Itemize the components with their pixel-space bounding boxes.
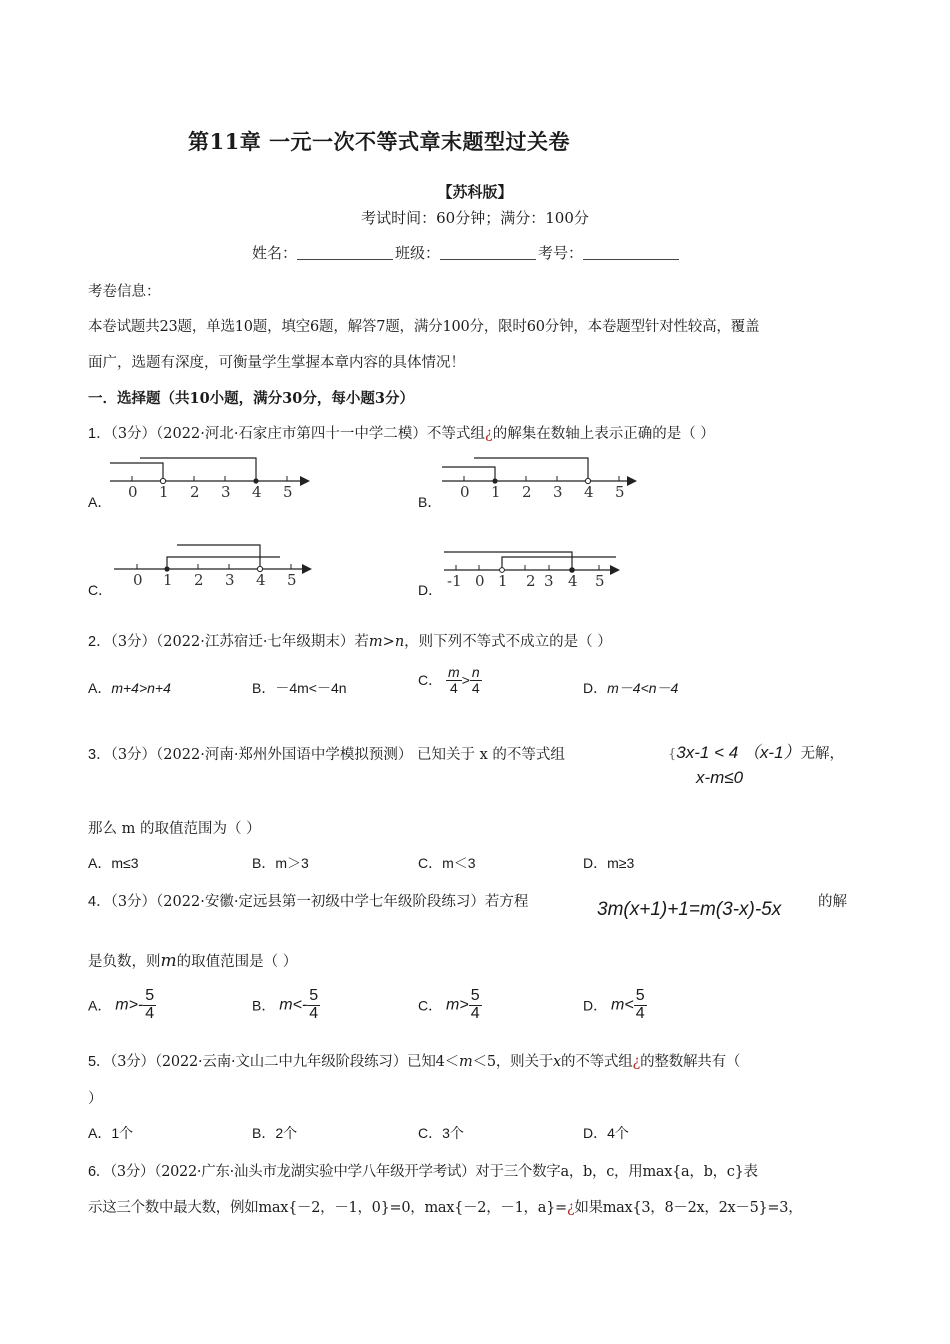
svg-text:2: 2 bbox=[194, 571, 204, 589]
name-label: 姓名： bbox=[252, 244, 298, 262]
info-heading: 考卷信息： bbox=[88, 284, 161, 300]
q1-option-b-label[interactable]: B． bbox=[418, 494, 442, 510]
q1-option-d-label[interactable]: D． bbox=[418, 582, 443, 598]
q2-option-d[interactable]: D．m－4<n－4 bbox=[583, 680, 679, 696]
q3-option-d[interactable]: D．m≥3 bbox=[583, 855, 635, 871]
q1-option-c-number-line[interactable] bbox=[114, 540, 314, 590]
section-heading: 一．选择题（共10小题，满分30分，每小题3分） bbox=[88, 390, 414, 407]
svg-text:3: 3 bbox=[544, 572, 554, 590]
svg-text:0: 0 bbox=[460, 483, 470, 501]
q4-option-c[interactable]: C． m> $\frac{5}{4}$ bbox=[418, 987, 480, 1022]
q1-option-a-label[interactable]: A． bbox=[88, 494, 112, 510]
question-4: 4．（3分）（2022·安徽·定远县第一初级中学七年级阶段练习）若方程 bbox=[88, 894, 529, 910]
q3-option-a[interactable]: A．m≤3 bbox=[88, 855, 139, 871]
question-6: 6．（3分）（2022·广东·汕头市龙湖实验中学八年级开学考试）对于三个数字a，b，c，用max{a，b，c}表 bbox=[88, 1164, 758, 1180]
class-label: 班级： bbox=[395, 244, 441, 262]
q1-option-a-number-line[interactable] bbox=[110, 452, 310, 502]
svg-text:3: 3 bbox=[225, 571, 235, 589]
q4-option-d[interactable]: D． m< $\frac{5}{4}$ bbox=[583, 987, 645, 1022]
q5-option-d[interactable]: D．4个 bbox=[583, 1125, 629, 1141]
svg-text:3: 3 bbox=[553, 483, 563, 501]
svg-text:4: 4 bbox=[568, 572, 578, 590]
q3-inequality-system: {3x-1 < 4 （x-1）无解， bbox=[668, 743, 845, 762]
svg-text:1: 1 bbox=[159, 483, 169, 501]
q3-option-b[interactable]: B．m＞3 bbox=[252, 855, 309, 871]
svg-text:5: 5 bbox=[287, 571, 297, 589]
q5-option-c[interactable]: C．3个 bbox=[418, 1125, 464, 1141]
name-field[interactable] bbox=[297, 245, 393, 260]
exam-time-info: 考试时间：60分钟；满分：100分 bbox=[361, 209, 589, 227]
question-6-cont: 示这三个数中最大数，例如max{－2，－1，0}=0，max{－2，－1，a}=¿如果max{3，8－2x，2x－5}=3， bbox=[88, 1200, 803, 1216]
q3-option-c[interactable]: C．m＜3 bbox=[418, 855, 476, 871]
document-title: 第11章 一元一次不等式章末题型过关卷 bbox=[188, 129, 571, 154]
svg-text:-1: -1 bbox=[447, 572, 462, 590]
svg-text:1: 1 bbox=[498, 572, 508, 590]
id-field[interactable] bbox=[583, 245, 679, 260]
q1-option-d-number-line[interactable] bbox=[444, 545, 624, 590]
svg-text:4: 4 bbox=[584, 483, 594, 501]
q2-option-b[interactable]: B．－4m<－4n bbox=[252, 680, 347, 696]
q2-option-c[interactable]: C． $\frac{m}{4}$ > $\frac{n}{4}$ bbox=[418, 664, 480, 696]
id-label: 考号： bbox=[538, 244, 584, 262]
class-field[interactable] bbox=[440, 245, 536, 260]
question-5: 5．（3分）（2022·云南·文山二中九年级阶段练习）已知4＜m＜5，则关于x的不等式组¿的整数解共有（ bbox=[88, 1054, 741, 1070]
q4-equation: 3m(x+1)+1=m(3-x)-5x bbox=[597, 899, 782, 920]
svg-text:3: 3 bbox=[221, 483, 231, 501]
svg-text:0: 0 bbox=[475, 572, 485, 590]
q5-option-b[interactable]: B．2个 bbox=[252, 1125, 298, 1141]
question-3: 3．（3分）（2022·河南·郑州外国语中学模拟预测） 已知关于 x 的不等式组 bbox=[88, 747, 565, 763]
svg-text:4: 4 bbox=[252, 483, 262, 501]
svg-text:1: 1 bbox=[491, 483, 501, 501]
q3-inequality-2: x-m≤0 bbox=[696, 768, 744, 787]
q5-option-a[interactable]: A．1个 bbox=[88, 1125, 134, 1141]
student-info-fields bbox=[252, 242, 681, 263]
question-3-cont: 那么 m 的取值范围为（ ） bbox=[88, 821, 261, 837]
unknown-glyph: ¿ bbox=[566, 1200, 575, 1216]
q4-text-b: 的解 bbox=[818, 894, 847, 910]
svg-text:1: 1 bbox=[163, 571, 173, 589]
question-5-cont: ） bbox=[88, 1091, 103, 1107]
svg-text:2: 2 bbox=[526, 572, 536, 590]
info-line-2: 面广，选题有深度，可衡量学生掌握本章内容的具体情况！ bbox=[88, 355, 465, 371]
q4-option-a[interactable]: A． m>- $\frac{5}{4}$ bbox=[88, 987, 155, 1022]
svg-text:2: 2 bbox=[190, 483, 200, 501]
svg-text:5: 5 bbox=[615, 483, 625, 501]
svg-text:4: 4 bbox=[256, 571, 266, 589]
question-2: 2．（3分）（2022·江苏宿迁·七年级期末）若m>n，则下列不等式不成立的是（ ） bbox=[88, 634, 612, 650]
q2-option-a[interactable]: A．m+4>n+4 bbox=[88, 680, 171, 696]
svg-text:0: 0 bbox=[128, 483, 138, 501]
unknown-glyph: ¿ bbox=[484, 426, 493, 442]
question-4-cont: 是负数，则m的取值范围是（ ） bbox=[88, 951, 298, 971]
q4-option-b[interactable]: B． m<- $\frac{5}{4}$ bbox=[252, 987, 319, 1022]
svg-text:5: 5 bbox=[283, 483, 293, 501]
unknown-glyph: ¿ bbox=[632, 1054, 641, 1070]
q1-option-b-number-line[interactable] bbox=[442, 452, 642, 502]
svg-text:2: 2 bbox=[522, 483, 532, 501]
info-line-1: 本卷试题共23题，单选10题，填空6题，解答7题，满分100分，限时60分钟，本卷题型针对性较高，覆盖 bbox=[88, 319, 760, 335]
q1-option-c-label[interactable]: C． bbox=[88, 582, 113, 598]
question-1: 1．（3分）（2022·河北·石家庄市第四十一中学二模）不等式组¿的解集在数轴上表示正确的是（ ） bbox=[88, 426, 715, 442]
edition-label: 【苏科版】 bbox=[437, 183, 513, 201]
svg-text:0: 0 bbox=[133, 571, 143, 589]
svg-text:5: 5 bbox=[595, 572, 605, 590]
